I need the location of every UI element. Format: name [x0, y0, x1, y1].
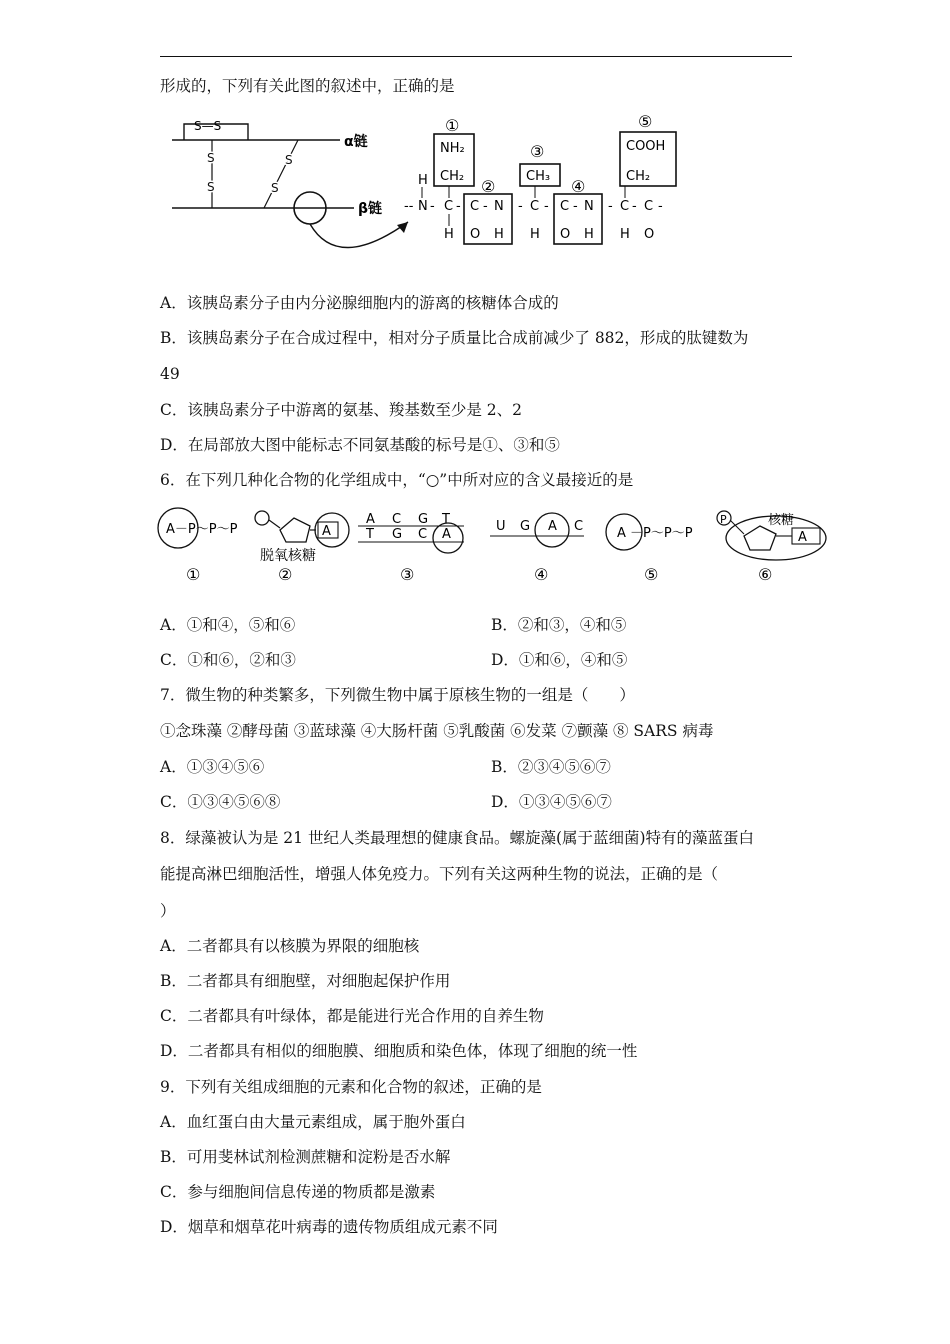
svg-text:-: - [608, 199, 613, 214]
base: G [392, 527, 403, 542]
q5-option-c: C．该胰岛素分子中游离的氨基、羧基数至少是 2、2 [160, 401, 523, 419]
svg-text:-: - [573, 199, 578, 214]
atom-h: H [418, 173, 428, 188]
q6-option-d: D．①和⑥，④和⑤ [491, 651, 628, 669]
base: U [496, 519, 506, 534]
compound-figures [156, 506, 836, 588]
label-5: ⑤ [638, 112, 653, 131]
atom-c: C [560, 199, 570, 214]
q8-option-d: D．二者都具有相似的细胞膜、细胞质和染色体，体现了细胞的统一性 [160, 1042, 638, 1060]
q5-stem: 形成的，下列有关此图的叙述中，正确的是 [160, 77, 455, 95]
base: C [418, 527, 428, 542]
atom-o: O [644, 227, 655, 242]
q5-option-a: A．该胰岛素分子由内分泌腺细胞内的游离的核糖体合成的 [160, 294, 559, 312]
q7-option-b: B．②③④⑤⑥⑦ [491, 758, 611, 776]
insulin-figure [168, 112, 688, 272]
svg-text:-: - [456, 199, 461, 214]
fig-number-3: ③ [400, 565, 415, 584]
base-a: A [798, 530, 807, 545]
atom-n: N [494, 199, 504, 214]
base: A [548, 519, 557, 534]
atom-h: H [530, 227, 540, 242]
base: C [574, 519, 584, 534]
base: A [442, 527, 451, 542]
group-ch2: CH₂ [626, 169, 651, 184]
atom-o: O [470, 227, 481, 242]
label-2: ② [481, 177, 496, 196]
atom-c: C [444, 199, 454, 214]
group-ch3: CH₃ [526, 169, 551, 184]
fig-number-2: ② [278, 565, 293, 584]
svg-text:-: - [483, 199, 488, 214]
s-label: S [207, 180, 215, 194]
atom-h: H [494, 227, 504, 242]
q5-option-b-cont: 49 [160, 365, 180, 383]
atom-c: C [644, 199, 654, 214]
q8-stem-2: 能提高淋巴细胞活性，增强人体免疫力。下列有关这两种生物的说法，正确的是（ [160, 865, 719, 883]
base: C [392, 512, 402, 527]
q6-option-b: B．②和③，④和⑤ [491, 616, 627, 634]
q7-option-a: A．①③④⑤⑥ [160, 758, 265, 776]
q7-items: ①念珠藻 ②酵母菌 ③蓝球藻 ④大肠杆菌 ⑤乳酸菌 ⑥发菜 ⑦颤藻 ⑧ SARS 病毒 [160, 722, 714, 740]
q8-option-b: B．二者都具有细胞壁，对细胞起保护作用 [160, 972, 451, 990]
group-cooh: COOH [626, 139, 666, 154]
ribose-label: 核糖 [768, 513, 795, 528]
ss-bond-label: S—S [194, 119, 222, 133]
fig-number-1: ① [186, 565, 201, 584]
q9-option-c: C．参与细胞间信息传递的物质都是激素 [160, 1183, 436, 1201]
q5-option-d: D．在局部放大图中能标志不同氨基酸的标号是①、③和⑤ [160, 436, 560, 454]
base: T [366, 527, 374, 542]
q6-option-c: C．①和⑥，②和③ [160, 651, 296, 669]
q7-stem: 7．微生物的种类繁多，下列微生物中属于原核生物的一组是（ ） [160, 686, 635, 704]
q8-stem-3: ） [160, 902, 176, 920]
s-label: S [271, 181, 279, 195]
group-nh2: NH₂ [440, 141, 465, 156]
label-4: ④ [571, 177, 586, 196]
atom-h: H [620, 227, 630, 242]
base-a: A [322, 524, 331, 539]
svg-text:-: - [518, 199, 523, 214]
q9-option-a: A．血红蛋白由大量元素组成，属于胞外蛋白 [160, 1113, 466, 1131]
svg-text:-: - [658, 199, 663, 214]
atom-n: N [418, 199, 428, 214]
q8-option-a: A．二者都具有以核膜为界限的细胞核 [160, 937, 420, 955]
alpha-chain-label: α链 [344, 134, 368, 150]
atom-h: H [584, 227, 594, 242]
q9-option-b: B．可用斐林试剂检测蔗糖和淀粉是否水解 [160, 1148, 451, 1166]
base: G [520, 519, 531, 534]
svg-text:--: -- [404, 199, 414, 214]
svg-text:-: - [544, 199, 549, 214]
header-rule [160, 56, 792, 57]
atom-h: H [444, 227, 454, 242]
atom-c: C [470, 199, 480, 214]
s-label: S [285, 153, 293, 167]
group-ch2: CH₂ [440, 169, 465, 184]
s-label: S [207, 151, 215, 165]
q7-option-c: C．①③④⑤⑥⑧ [160, 793, 281, 811]
svg-text:-: - [430, 199, 435, 214]
atom-c: C [530, 199, 540, 214]
label-1: ① [445, 116, 460, 135]
phosphate-p: P [720, 513, 727, 526]
atp-formula: A－P～P～P [166, 522, 238, 537]
fig-number-6: ⑥ [758, 565, 773, 584]
q7-option-d: D．①③④⑤⑥⑦ [491, 793, 612, 811]
base: T [442, 512, 450, 527]
svg-text:-: - [632, 199, 637, 214]
atom-n: N [584, 199, 594, 214]
base: A [366, 512, 375, 527]
atp-formula-2: A －P～P～P [617, 526, 693, 541]
beta-chain-label: β链 [358, 201, 383, 217]
q8-option-c: C．二者都具有叶绿体，都是能进行光合作用的自养生物 [160, 1007, 544, 1025]
q6-stem: 6．在下列几种化合物的化学组成中，“○”中所对应的含义最接近的是 [160, 471, 634, 489]
q9-stem: 9．下列有关组成细胞的元素和化合物的叙述，正确的是 [160, 1078, 542, 1096]
atom-c: C [620, 199, 630, 214]
fig-number-4: ④ [534, 565, 549, 584]
q6-option-a: A．①和④，⑤和⑥ [160, 616, 296, 634]
q5-option-b: B．该胰岛素分子在合成过程中，相对分子质量比合成前减少了 882，形成的肽键数为 [160, 329, 749, 347]
base: G [418, 512, 429, 527]
label-3: ③ [530, 142, 545, 161]
deoxyribose-label: 脱氧核糖 [260, 548, 316, 564]
q9-option-d: D．烟草和烟草花叶病毒的遗传物质组成元素不同 [160, 1218, 498, 1236]
atom-o: O [560, 227, 571, 242]
fig-number-5: ⑤ [644, 565, 659, 584]
q8-stem-1: 8．绿藻被认为是 21 世纪人类最理想的健康食品。螺旋藻(属于蓝细菌)特有的藻蓝蛋白 [160, 829, 755, 847]
